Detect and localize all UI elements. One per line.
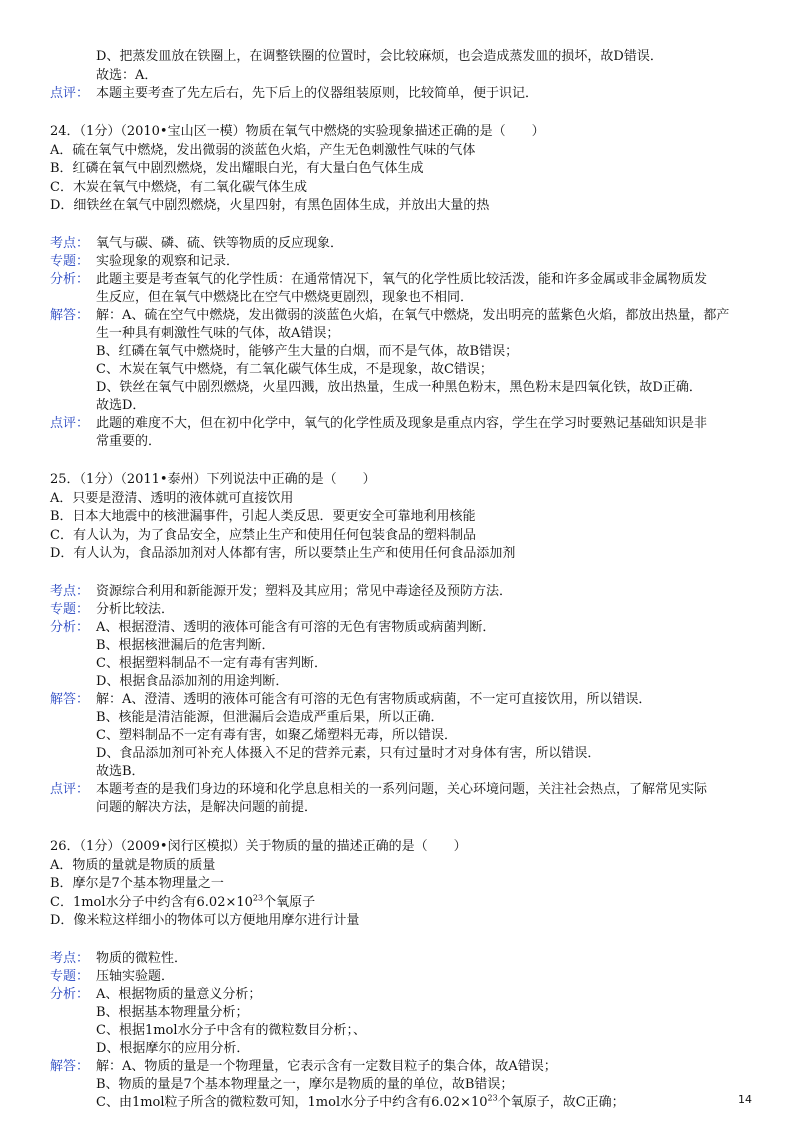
fenxi-line: D、根据食品添加剂的用途判断． — [96, 674, 289, 689]
question-stem: 26．（1分）（2009•闵行区模拟）关于物质的量的描述正确的是（ ） — [50, 839, 467, 854]
kaodian-label: 考点： — [50, 584, 90, 599]
jieda-line: 解：A、澄清、透明的液体可能含有可溶的无色有害物质或病菌，不一定可直接饮用，所以错误． — [96, 692, 652, 707]
zhuanti-text: 实验现象的观察和记录． — [96, 254, 240, 269]
exponent: 23 — [252, 893, 264, 903]
jieda-line: D、铁丝在氧气中剧烈燃烧，火星四溅，放出热量，生成一种黑色粉末，黑色粉末是四氧化铁，故D正确． — [96, 380, 702, 395]
fenxi-line: 生反应，但在氧气中燃烧比在空气中燃烧更剧烈，现象也不相同． — [96, 290, 474, 305]
zhuanti-label: 专题： — [50, 602, 90, 617]
zhuanti-label: 专题： — [50, 254, 90, 269]
option-c: C．木炭在氧气中燃烧，有二氧化碳气体生成 — [50, 180, 307, 195]
jieda-line: B、核能是清洁能源，但泄漏后会造成严重后果，所以正确． — [96, 710, 444, 725]
jieda-line: B、物质的量是7个基本物理量之一，摩尔是物质的量的单位，故B错误； — [96, 1077, 514, 1092]
option-b: B．日本大地震中的核泄漏事件，引起人类反思．要更安全可靠地利用核能 — [50, 509, 476, 524]
jieda-line: C、塑料制品不一定有毒有害，如聚乙烯塑料无毒，所以错误． — [96, 728, 457, 743]
comment-label: 点评： — [50, 86, 90, 101]
zhuanti-text: 压轴实验题． — [96, 969, 175, 984]
jieda-text: C、由1mol粒子所含的微粒数可知，1mol水分子中约含有6.02×10 — [96, 1095, 488, 1110]
option-b: B．红磷在氧气中剧烈燃烧，发出耀眼白光，有大量白色气体生成 — [50, 161, 424, 176]
option-b: B．摩尔是7个基本物理量之一 — [50, 876, 224, 891]
fenxi-line: C、根据1mol水分子中含有的微粒数目分析；、 — [96, 1023, 367, 1038]
fenxi-line: C、根据塑料制品不一定有毒有害判断． — [96, 656, 327, 671]
jieda-label: 解答： — [50, 692, 90, 707]
kaodian-text: 物质的微粒性． — [96, 951, 188, 966]
jieda-line: B、红磷在氧气中燃烧时，能够产生大量的白烟，而不是气体，故B错误； — [96, 344, 519, 359]
jieda-line: C、木炭在氧气中燃烧，有二氧化碳气体生成，不是现象，故C错误； — [96, 362, 493, 377]
option-c-tail: 个氧原子 — [263, 895, 316, 910]
fenxi-line: A、根据物质的量意义分析； — [96, 987, 262, 1002]
fenxi-line: D、根据摩尔的应用分析． — [96, 1041, 250, 1056]
fenxi-label: 分析： — [50, 987, 90, 1002]
jieda-line: 解：A、硫在空气中燃烧，发出微弱的淡蓝色火焰，在氧气中燃烧，发出明亮的蓝紫色火焰，都放出热量，都产 — [96, 308, 730, 323]
option-d: D．像米粒这样细小的物体可以方便地用摩尔进行计量 — [50, 913, 360, 928]
jieda-line: 故选B． — [96, 764, 145, 779]
page-number: 14 — [738, 1093, 752, 1106]
jieda-line: 生一种具有刺激性气味的气体，故A错误； — [96, 326, 340, 341]
option-a: A．只要是澄清、透明的液体就可直接饮用 — [50, 491, 294, 506]
fenxi-line: B、根据核泄漏后的危害判断． — [96, 638, 275, 653]
kaodian-text: 资源综合利用和新能源开发；塑料及其应用；常见中毒途径及预防方法． — [96, 584, 513, 599]
kaodian-text: 氧气与碳、磷、硫、铁等物质的反应现象． — [96, 236, 344, 251]
analysis-line: D、把蒸发皿放在铁圈上，在调整铁圈的位置时，会比较麻烦，也会造成蒸发皿的损坏，故D错误． — [96, 49, 663, 64]
zhuanti-text: 分析比较法． — [96, 602, 175, 617]
kaodian-label: 考点： — [50, 951, 90, 966]
jieda-line: 解：A、物质的量是一个物理量，它表示含有一定数目粒子的集合体，故A错误； — [96, 1059, 557, 1074]
dianping-line: 问题的解决方法，是解决问题的前提． — [96, 800, 318, 815]
dianping-label: 点评： — [50, 782, 90, 797]
fenxi-line: 此题主要是考查氧气的化学性质：在通常情况下，氧气的化学性质比较活泼，能和许多金属或非金属物质发 — [96, 272, 708, 287]
jieda-tail: 个氧原子，故C正确； — [497, 1095, 625, 1110]
option-c-text: C．1mol水分子中约含有6.02×10 — [50, 895, 253, 910]
dianping-line: 常重要的． — [96, 434, 162, 449]
option-a: A．物质的量就是物质的质量 — [50, 858, 216, 873]
jieda-line: 故选D． — [96, 398, 146, 413]
option-d: D．有人认为，食品添加剂对人体都有害，所以要禁止生产和使用任何食品添加剂 — [50, 546, 516, 561]
dianping-line: 此题的难度不大，但在初中化学中，氧气的化学性质及现象是重点内容，学生在学习时要熟记基础知识是非 — [96, 416, 708, 431]
jieda-line — [96, 1095, 625, 1111]
option-c — [50, 895, 315, 911]
zhuanti-label: 专题： — [50, 969, 90, 984]
jieda-line: D、食品添加剂可补充人体摄入不足的营养元素，只有过量时才对身体有害，所以错误． — [96, 746, 601, 761]
fenxi-line: B、根据基本物理量分析； — [96, 1005, 249, 1020]
jieda-label: 解答： — [50, 1059, 90, 1074]
option-a: A．硫在氧气中燃烧，发出微弱的淡蓝色火焰，产生无色刺激性气味的气体 — [50, 143, 476, 158]
jieda-label: 解答： — [50, 308, 90, 323]
exponent: 23 — [487, 1093, 498, 1103]
fenxi-line: A、根据澄清、透明的液体可能含有可溶的无色有害物质或病菌判断． — [96, 620, 496, 635]
question-stem: 25．（1分）（2011•泰州）下列说法中正确的是（ ） — [50, 472, 376, 487]
question-stem: 24．（1分）（2010•宝山区一模）物质在氧气中燃烧的实验现象描述正确的是（ ） — [50, 124, 545, 139]
dianping-line: 本题考查的是我们身边的环境和化学息息相关的一系列问题，关心环境问题，关注社会热点，了解常见实际 — [96, 782, 708, 797]
answer-line: 故选：A． — [96, 68, 158, 83]
fenxi-label: 分析： — [50, 620, 90, 635]
option-c: C．有人认为，为了食品安全，应禁止生产和使用任何包装食品的塑料制品 — [50, 528, 476, 543]
fenxi-label: 分析： — [50, 272, 90, 287]
kaodian-label: 考点： — [50, 236, 90, 251]
dianping-label: 点评： — [50, 416, 90, 431]
option-d: D．细铁丝在氧气中剧烈燃烧，火星四射，有黑色固体生成，并放出大量的热 — [50, 198, 490, 213]
comment-text: 本题主要考查了先左后右，先下后上的仪器组装原则，比较简单，便于识记． — [96, 86, 539, 101]
